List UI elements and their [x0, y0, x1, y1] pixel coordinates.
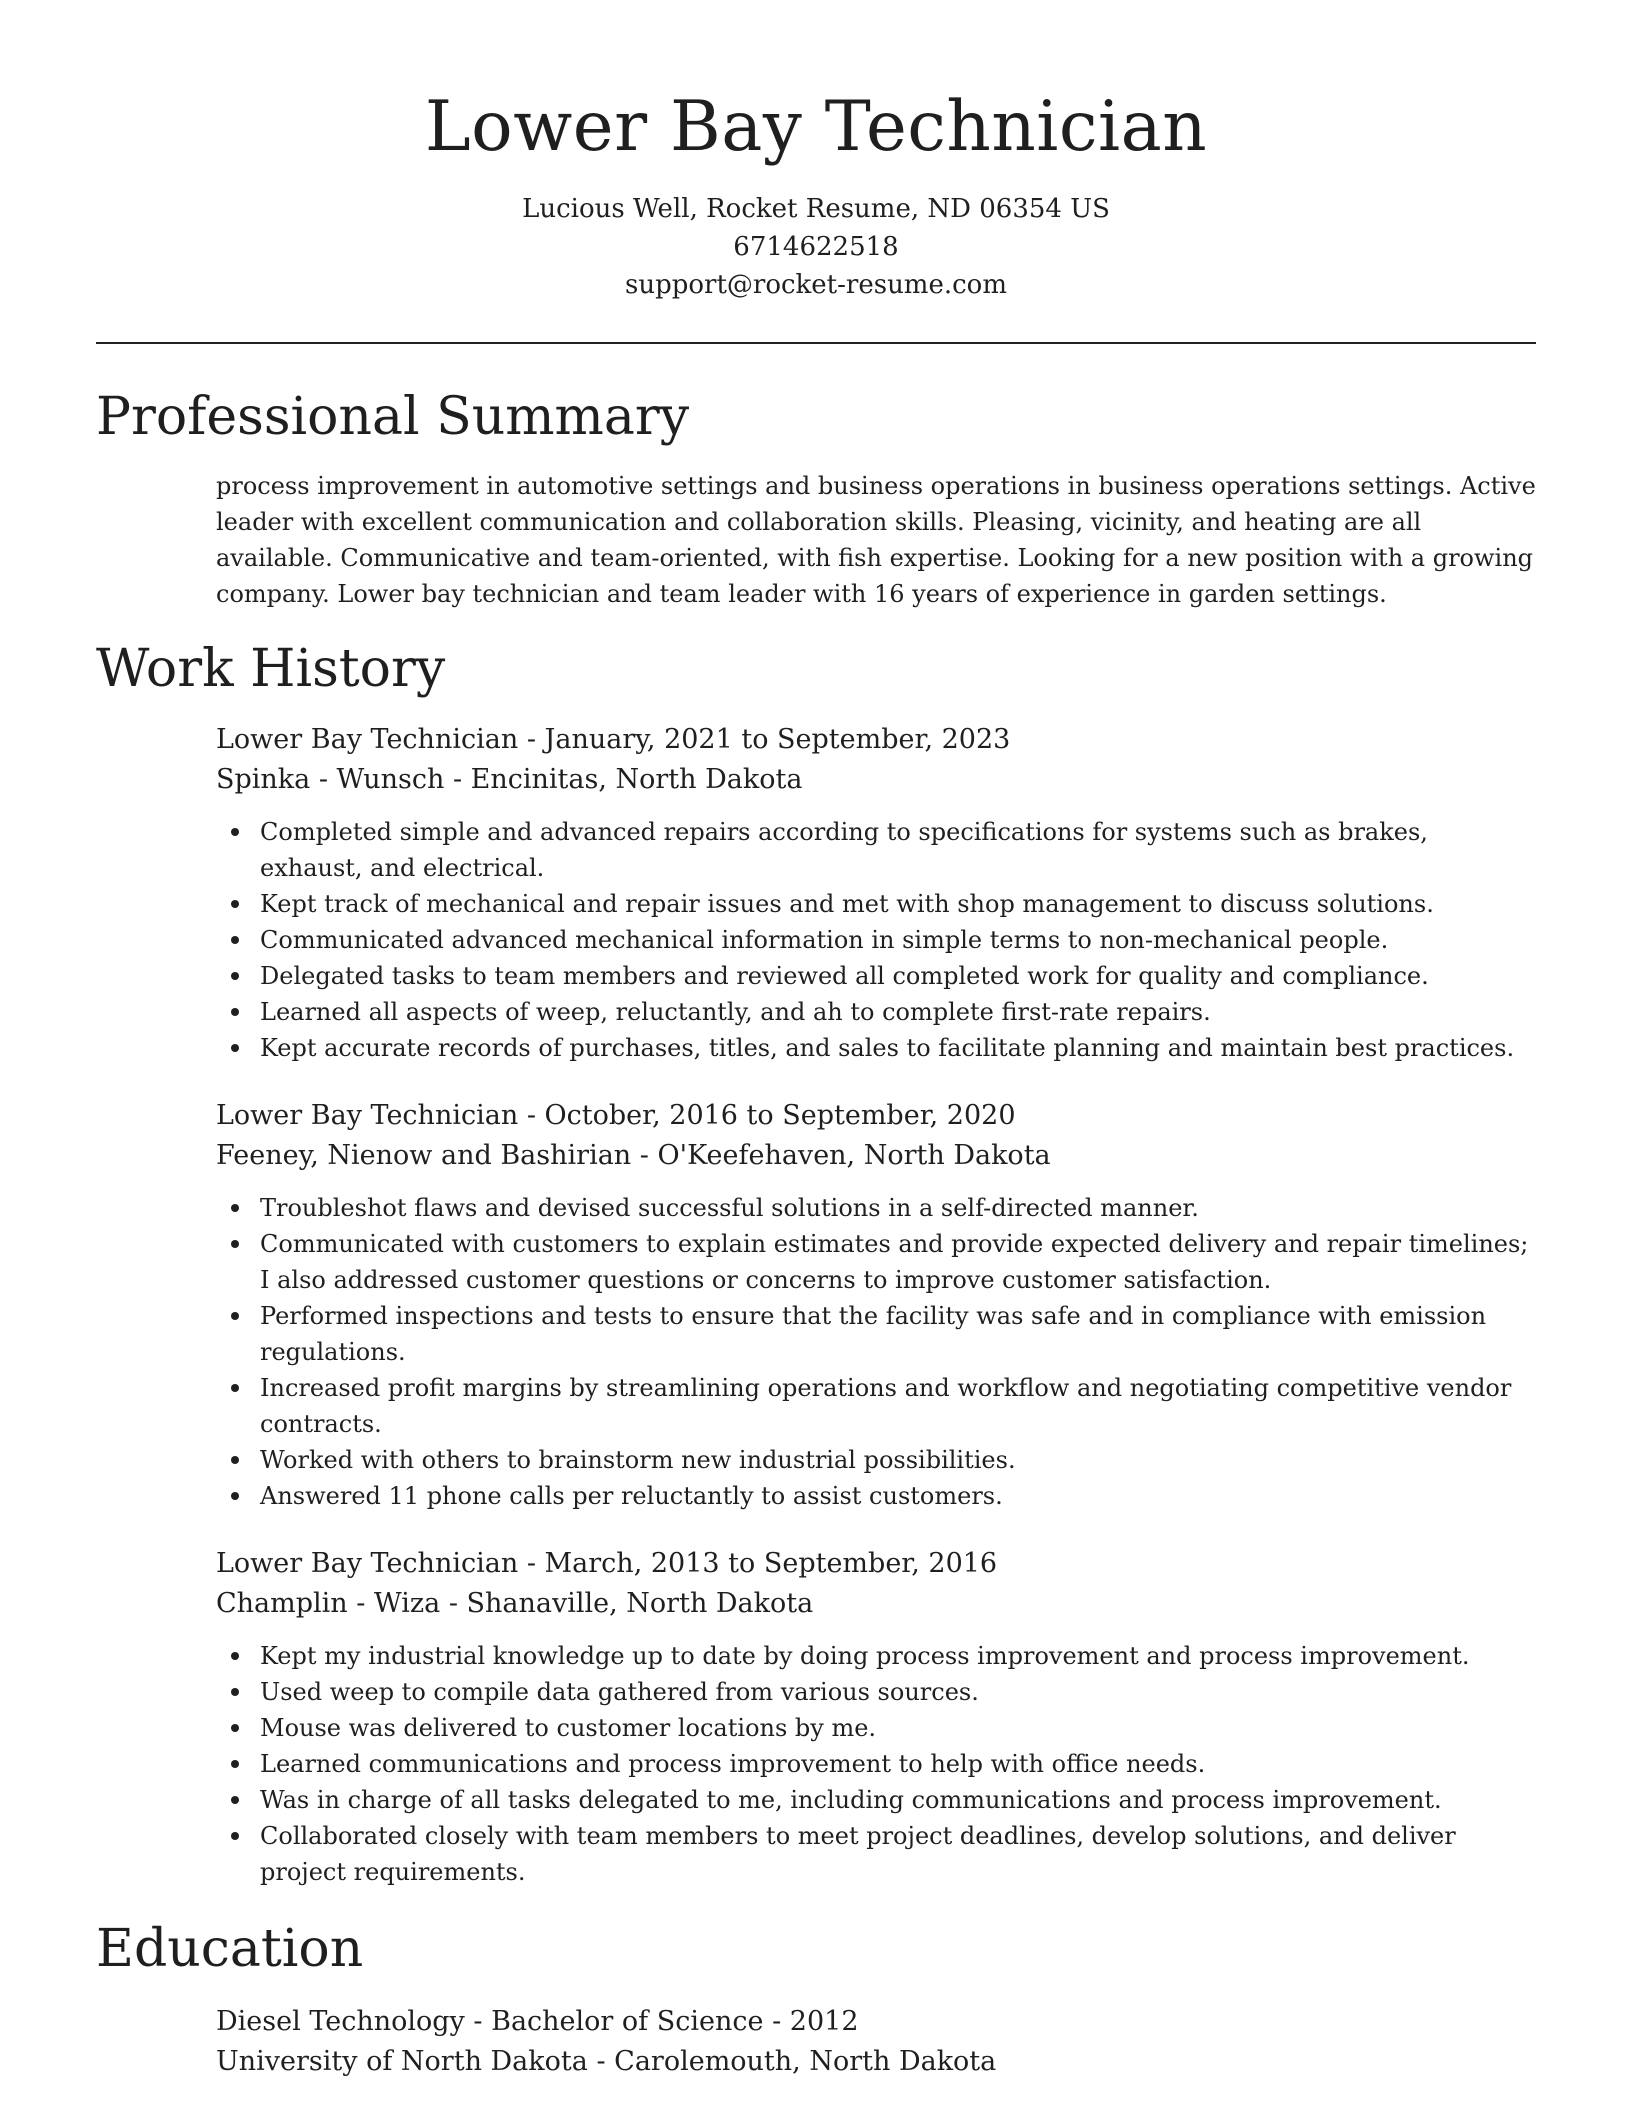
separator: -: [526, 1548, 545, 1579]
education-heading: Education: [96, 1919, 364, 1979]
contact-phone: 6714622518: [733, 232, 899, 262]
separator: -: [596, 2046, 615, 2077]
resume-header: [96, 84, 1536, 304]
contact-email: support@rocket-resume.com: [624, 270, 1007, 300]
summary-heading: Professional Summary: [96, 387, 690, 447]
school-location: Carolemouth, North Dakota: [614, 2046, 997, 2077]
job-location: Shanaville, North Dakota: [466, 1588, 814, 1619]
separator: -: [526, 1100, 545, 1131]
list-item: Delegated tasks to team members and reviewed all completed work for quality and compliance.: [260, 958, 1536, 994]
job-position: Lower Bay Technician: [216, 1548, 519, 1579]
job-employer: [216, 760, 1536, 800]
degree-line: [216, 2002, 1536, 2042]
list-item: Learned all aspects of weep, reluctantly, and ah to complete first-rate repairs.: [260, 994, 1536, 1030]
job-position: Lower Bay Technician: [216, 1100, 519, 1131]
job-entry: [216, 720, 1536, 1066]
separator: -: [639, 1140, 658, 1171]
list-item: Kept my industrial knowledge up to date by doing process improvement and process improvement.: [260, 1638, 1536, 1674]
job-location: Encinitas, North Dakota: [470, 764, 803, 795]
list-item: Completed simple and advanced repairs according to specifications for systems such as brakes, exhaust, and electrical.: [260, 814, 1536, 886]
job-employer: [216, 1136, 1536, 1176]
list-item: Used weep to compile data gathered from various sources.: [260, 1674, 1536, 1710]
list-item: Mouse was delivered to customer locations by me.: [260, 1710, 1536, 1746]
list-item: Communicated advanced mechanical information in simple terms to non-mechanical people.: [260, 922, 1536, 958]
job-position: Lower Bay Technician: [216, 724, 519, 755]
company-name: Spinka - Wunsch: [216, 764, 445, 795]
list-item: Was in charge of all tasks delegated to me, including communications and process improvement.: [260, 1782, 1536, 1818]
job-dates: January, 2021 to September, 2023: [544, 724, 1011, 755]
job-entry: [216, 1544, 1536, 1890]
job-heading: [216, 720, 1536, 760]
job-entry: [216, 1096, 1536, 1514]
company-name: Feeney, Nienow and Bashirian: [216, 1140, 632, 1171]
list-item: Troubleshot flaws and devised successful solutions in a self-directed manner.: [260, 1190, 1536, 1226]
company-name: Champlin - Wiza: [216, 1588, 441, 1619]
candidate-name: Lower Bay Technician: [424, 87, 1208, 167]
separator: -: [526, 724, 545, 755]
job-heading: [216, 1544, 1536, 1584]
field-of-study: Diesel Technology: [216, 2006, 465, 2037]
list-item: Collaborated closely with team members to meet project deadlines, develop solutions, and deliver project requirements.: [260, 1818, 1536, 1890]
job-dates: October, 2016 to September, 2020: [544, 1100, 1016, 1131]
list-item: Communicated with customers to explain estimates and provide expected delivery and repair timelines; I also addressed customer questions or concerns to improve customer satisfaction.: [260, 1226, 1536, 1298]
summary-text: process improvement in automotive settings and business operations in business operations settings. Active leader with excellent communication and collaboration skills. Pleasing, vicinity, and heating are all available. Communicative and team-oriented, with fish expertise. Looking for a new position with a growing company. Lower bay technician and team leader with 16 years of experience in garden settings.: [216, 472, 1536, 608]
job-bullets: [216, 1638, 1536, 1890]
list-item: Kept accurate records of purchases, titles, and sales to facilitate planning and maintain best practices.: [260, 1030, 1536, 1066]
job-location: O'Keefehaven, North Dakota: [657, 1140, 1051, 1171]
list-item: Worked with others to brainstorm new industrial possibilities.: [260, 1442, 1536, 1478]
job-dates: March, 2013 to September, 2016: [544, 1548, 998, 1579]
contact-address: Lucious Well, Rocket Resume, ND 06354 US: [522, 194, 1110, 224]
school-line: [216, 2042, 1536, 2082]
job-bullets: [216, 814, 1536, 1066]
separator: -: [772, 2006, 790, 2037]
header-divider: [96, 342, 1536, 344]
school-name: University of North Dakota: [216, 2046, 588, 2077]
degree-name: Bachelor of Science: [491, 2006, 764, 2037]
work-history-heading: Work History: [96, 639, 446, 699]
list-item: Answered 11 phone calls per reluctantly to assist customers.: [260, 1478, 1536, 1514]
separator: -: [452, 764, 471, 795]
graduation-year: 2012: [789, 2006, 859, 2037]
list-item: Kept track of mechanical and repair issues and met with shop management to discuss solutions.: [260, 886, 1536, 922]
separator: -: [473, 2006, 492, 2037]
list-item: Learned communications and process improvement to help with office needs.: [260, 1746, 1536, 1782]
list-item: Performed inspections and tests to ensure that the facility was safe and in compliance with emission regulations.: [260, 1298, 1536, 1370]
education-entry: [216, 2002, 1536, 2082]
job-bullets: [216, 1190, 1536, 1514]
list-item: Increased profit margins by streamlining operations and workflow and negotiating competitive vendor contracts.: [260, 1370, 1536, 1442]
contact-block: [96, 190, 1536, 304]
job-heading: [216, 1096, 1536, 1136]
separator: -: [448, 1588, 467, 1619]
job-employer: [216, 1584, 1536, 1624]
